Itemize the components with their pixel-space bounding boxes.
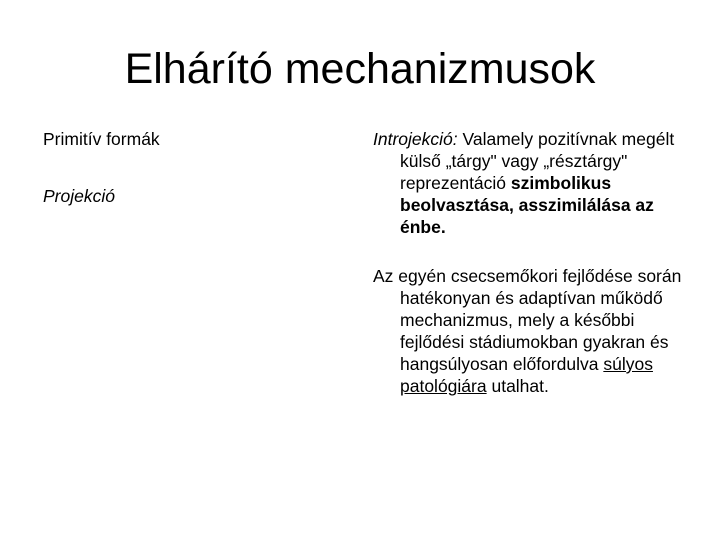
introjection-bold-text: szimbolikus beolvasztása, asszimilálása az énbe. (400, 173, 654, 237)
slide-title: Elhárító mechanizmusok (124, 45, 596, 93)
left-item-projection: Projekció (43, 186, 115, 206)
introjection-paragraph (373, 128, 703, 238)
introjection-term: Introjekció: (373, 129, 458, 149)
development-text: Az egyén csecsemőkori fejlődése során hatékonyan és adaptívan működő mechanizmus, mely a későbbi fejlődési stádiumokban gyakran és hangsúlyosan előfordulva (373, 266, 682, 374)
left-column (43, 128, 343, 207)
development-paragraph (373, 265, 703, 397)
right-column (373, 128, 703, 397)
development-end-text: utalhat. (486, 376, 549, 396)
pathology-underlined-text: súlyos patológiára (400, 354, 653, 396)
introjection-text: Valamely pozitívnak megélt külső „tárgy" vagy „résztárgy" reprezentáció (400, 129, 675, 193)
left-item-primitive-forms: Primitív formák (43, 129, 160, 149)
